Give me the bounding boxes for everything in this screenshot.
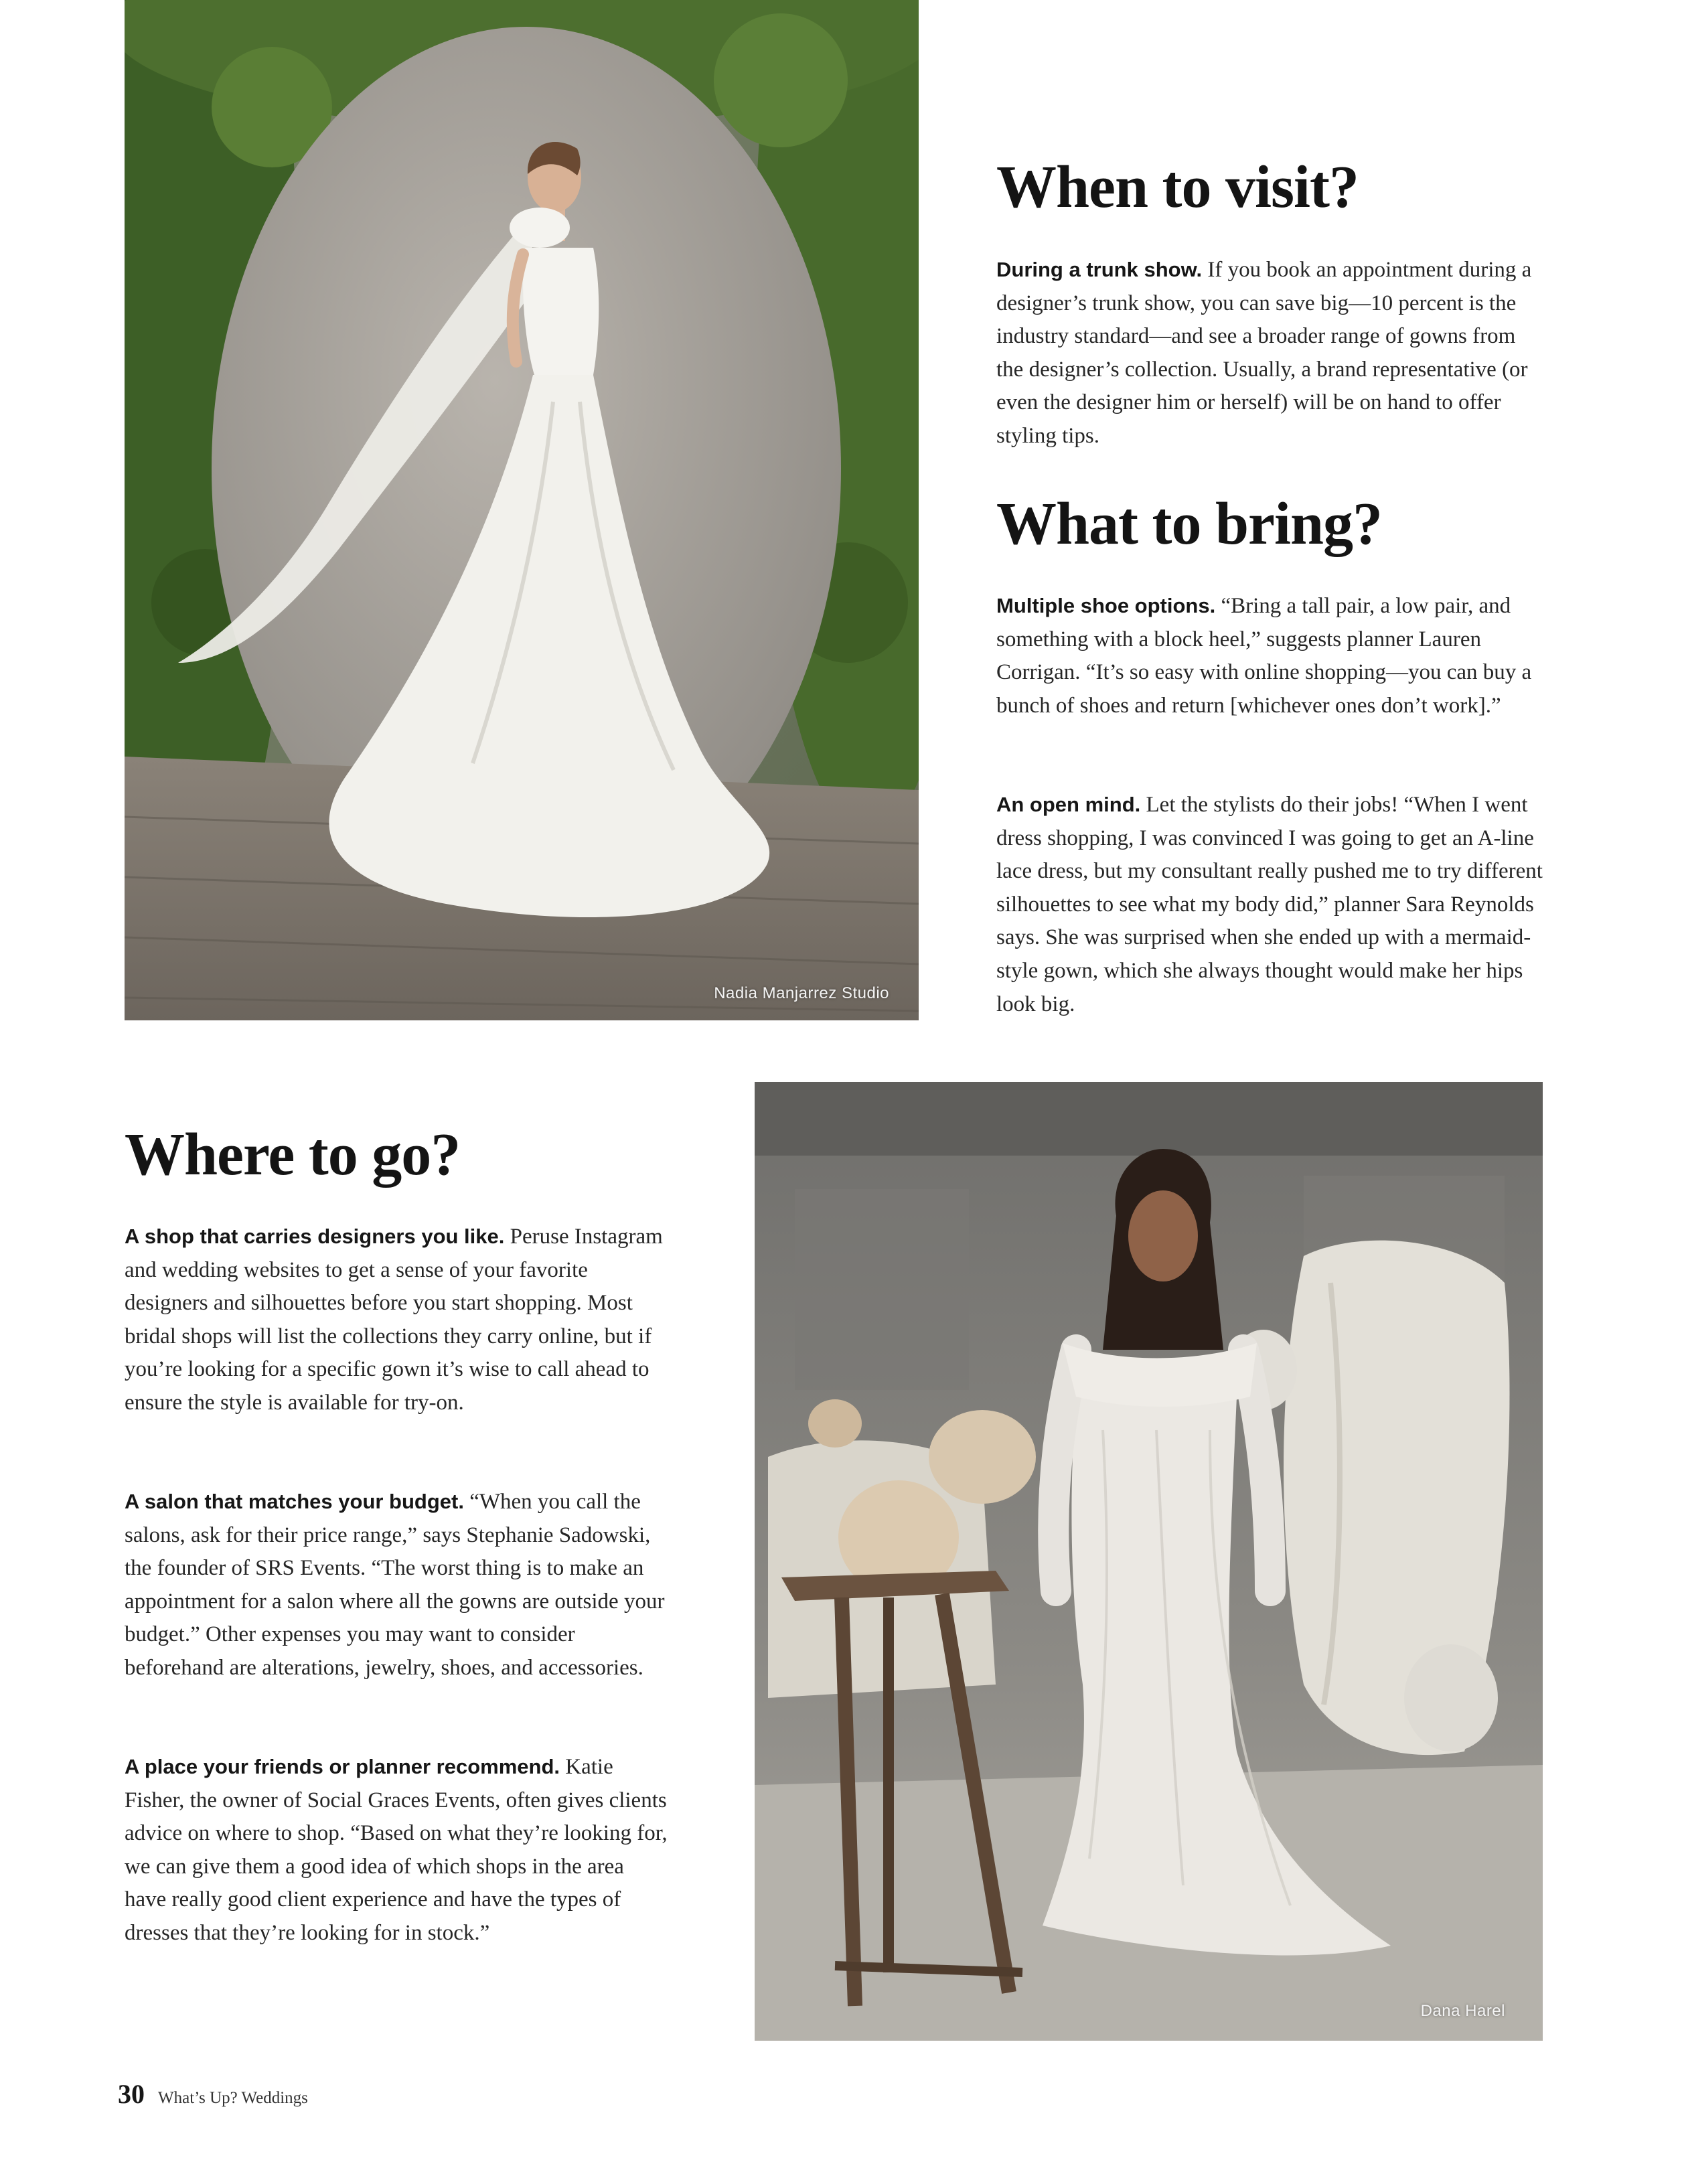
photo-bride-studio: [755, 1082, 1543, 2041]
lead-open-mind: An open mind.: [996, 793, 1141, 816]
lead-budget: A salon that matches your budget.: [125, 1490, 464, 1513]
paragraph-trunk-show: [996, 253, 1545, 453]
body-recommend: Katie Fisher, the owner of Social Graces Events, often gives clients advice on where to shop. “Based on what they’re looking for, we can give them a good idea of which shops in the area have really good client experience and have the types of dresses that they’re looking for in stock.”: [125, 1755, 668, 1945]
lead-designers-you-like: A shop that carries designers you like.: [125, 1225, 505, 1248]
lead-trunk-show: During a trunk show.: [996, 258, 1203, 281]
paragraph-open-mind: [996, 788, 1545, 1021]
heading-what-to-bring: What to bring?: [996, 491, 1383, 557]
body-open-mind: Let the stylists do their jobs! “When I went dress shopping, I was convinced I was going to get an A-line lace dress, but my consultant really pushed me to try different silhouettes to see what my body did,” planner Sara Reynolds says. She was surprised when she ended up with a mermaid-style gown, which she always thought would make her hips look big.: [996, 793, 1543, 1016]
heading-where-to-go: Where to go?: [125, 1121, 461, 1188]
photo-credit-bottom: Dana Harel: [1420, 2002, 1505, 2020]
paragraph-shoe-options: [996, 589, 1545, 722]
body-budget: “When you call the salons, ask for their price range,” says Stephanie Sadowski, the founder of SRS Events. “The worst thing is to make an appointment for a salon where all the gowns are outside your budget.” Other expenses you may want to consider beforehand are alterations, jewelry, shoes, and accessories.: [125, 1490, 665, 1680]
paragraph-designers-you-like: [125, 1220, 670, 1420]
body-shoe-options: “Bring a tall pair, a low pair, and something with a block heel,” suggests planner Lauren Corrigan. “It’s so easy with online shopping—you can buy a bunch of shoes and return [whichever ones don’t work].”: [996, 594, 1532, 718]
paragraph-budget: [125, 1485, 670, 1685]
lead-recommend: A place your friends or planner recommend.: [125, 1755, 560, 1778]
page-footer: [118, 2078, 308, 2110]
paragraph-recommend: [125, 1750, 670, 1950]
publication-name: What’s Up? Weddings: [158, 2089, 308, 2107]
body-designers-you-like: Peruse Instagram and wedding websites to get a sense of your favorite designers and silhouettes before you start shopping. Most bridal shops will list the collections they carry online, but if you’re looking for a specific gown it’s wise to call ahead to ensure the style is available for try-on.: [125, 1225, 663, 1415]
photo-bride-garden: [125, 0, 919, 1020]
heading-when-to-visit: When to visit?: [996, 154, 1359, 220]
lead-shoe-options: Multiple shoe options.: [996, 594, 1216, 617]
photo-bride-garden-illustration: [125, 0, 919, 1020]
page-number: 30: [118, 2079, 145, 2109]
photo-bride-studio-illustration: [755, 1082, 1543, 2041]
photo-credit-top: Nadia Manjarrez Studio: [714, 984, 889, 1002]
body-trunk-show: If you book an appointment during a designer’s trunk show, you can save big—10 percent is the industry standard—and see a broader range of gowns from the designer’s collection. Usually, a brand representative (or even the designer him or herself) will be on hand to offer styling tips.: [996, 258, 1532, 448]
